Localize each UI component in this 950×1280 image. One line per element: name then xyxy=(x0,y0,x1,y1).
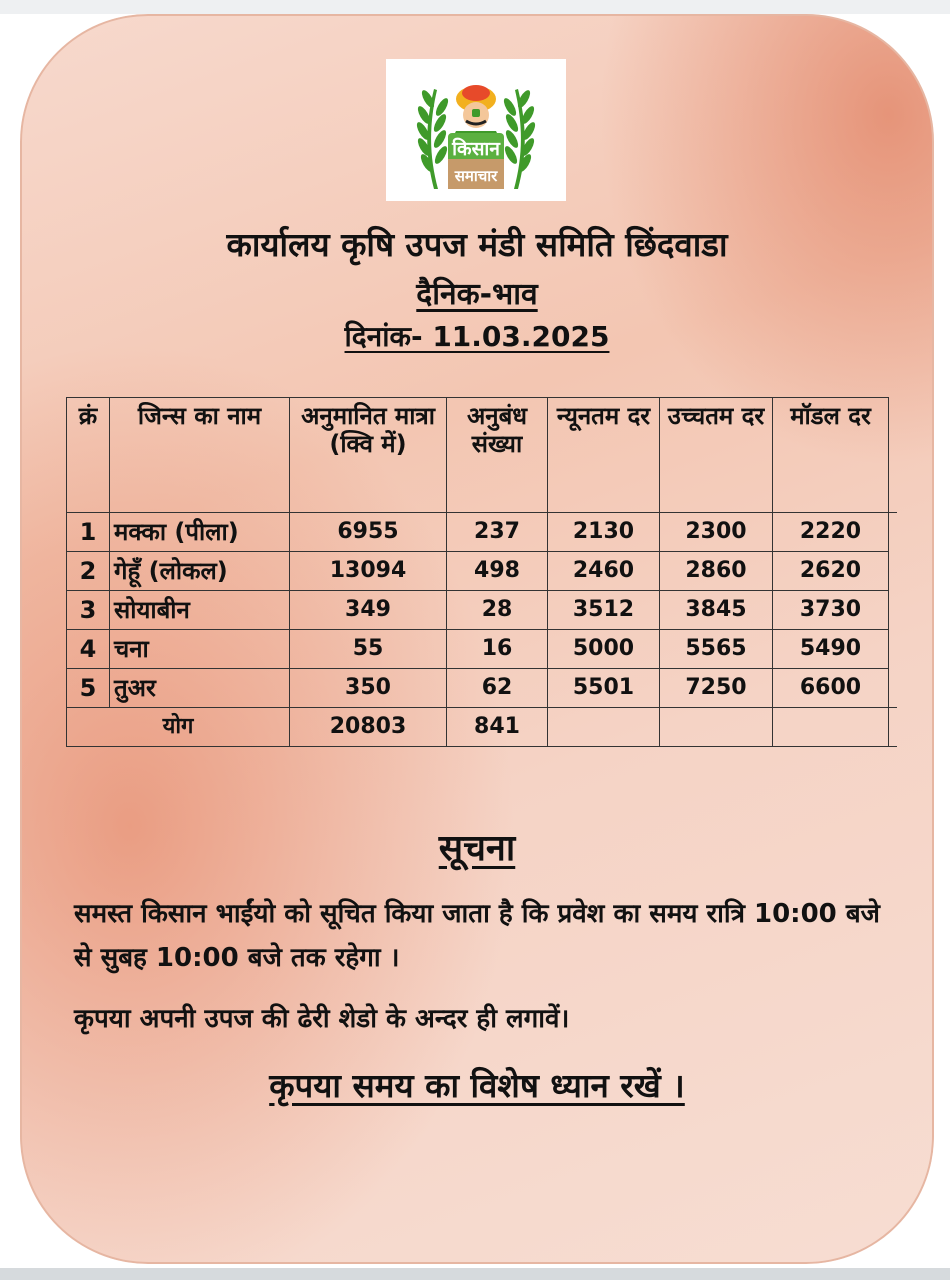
cell-sr: 5 xyxy=(67,669,110,708)
cell-contracts: 237 xyxy=(447,513,548,552)
cell-name: गेहूँ (लोकल) xyxy=(110,552,290,591)
total-min-empty xyxy=(548,708,660,747)
notice-closing-text: कृपया समय का विशेष ध्यान रखें । xyxy=(269,1066,685,1105)
header-min-rate: न्यूनतम दर xyxy=(548,398,660,513)
cell-quantity: 349 xyxy=(290,591,447,630)
total-contracts: 841 xyxy=(447,708,548,747)
table-row xyxy=(67,669,897,708)
table-total-row xyxy=(67,708,897,747)
cell-quantity: 6955 xyxy=(290,513,447,552)
cell-min-rate: 5501 xyxy=(548,669,660,708)
header-sr: क्रं xyxy=(67,398,110,513)
total-label: योग xyxy=(67,708,290,747)
cell-contracts: 28 xyxy=(447,591,548,630)
cell-sr: 3 xyxy=(67,591,110,630)
bottom-bar xyxy=(0,1268,950,1280)
date-text: दिनांक- 11.03.2025 xyxy=(344,320,610,353)
date-line xyxy=(20,317,934,355)
cell-quantity: 350 xyxy=(290,669,447,708)
cell-max-rate: 5565 xyxy=(660,630,773,669)
cell-name: सोयाबीन xyxy=(110,591,290,630)
table-row xyxy=(67,591,897,630)
cell-modal-rate: 6600 xyxy=(773,669,889,708)
office-title: कार्यालय कृषि उपज मंडी समिति छिंदवाडा xyxy=(226,225,728,264)
row-spacer xyxy=(889,552,897,591)
cell-max-rate: 2300 xyxy=(660,513,773,552)
cell-max-rate: 7250 xyxy=(660,669,773,708)
header-max-rate: उच्चतम दर xyxy=(660,398,773,513)
daily-rate-text: दैनिक-भाव xyxy=(416,277,538,312)
total-spacer xyxy=(889,708,897,747)
cell-modal-rate: 5490 xyxy=(773,630,889,669)
logo-text-samachar: समाचार xyxy=(454,167,498,185)
top-bar xyxy=(0,0,950,14)
cell-modal-rate: 2220 xyxy=(773,513,889,552)
row-spacer xyxy=(889,630,897,669)
cell-name: मक्का (पीला) xyxy=(110,513,290,552)
row-spacer xyxy=(889,513,897,552)
table-row xyxy=(67,630,897,669)
cell-sr: 2 xyxy=(67,552,110,591)
header-quantity: अनुमानित मात्रा (क्वि में) xyxy=(290,398,447,513)
table-header-row xyxy=(67,398,897,513)
daily-rate-title xyxy=(20,272,934,313)
cell-min-rate: 3512 xyxy=(548,591,660,630)
table-row xyxy=(67,513,897,552)
notice-entry-time: समस्त किसान भाईंयो को सूचित किया जाता है कि प्रवेश का समय रात्रि 10:00 बजे से सुबह 10:00 बजे तक रहेगा । xyxy=(74,899,880,973)
cell-min-rate: 2460 xyxy=(548,552,660,591)
notice-heading xyxy=(20,822,934,871)
total-quantity: 20803 xyxy=(290,708,447,747)
cell-quantity: 13094 xyxy=(290,552,447,591)
cell-contracts: 62 xyxy=(447,669,548,708)
cell-quantity: 55 xyxy=(290,630,447,669)
cell-name: तुअर xyxy=(110,669,290,708)
cell-max-rate: 3845 xyxy=(660,591,773,630)
notice-shed-instruction: कृपया अपनी उपज की ढेरी शेडो के अन्दर ही लगावें। xyxy=(74,1004,570,1034)
cell-sr: 4 xyxy=(67,630,110,669)
kisan-samachar-logo xyxy=(386,59,566,201)
notice-heading-text: सूचना xyxy=(438,828,516,869)
notice-closing xyxy=(20,1062,934,1107)
cell-min-rate: 5000 xyxy=(548,630,660,669)
cell-name: चना xyxy=(110,630,290,669)
total-max-empty xyxy=(660,708,773,747)
total-modal-empty xyxy=(773,708,889,747)
row-spacer xyxy=(889,669,897,708)
cell-modal-rate: 2620 xyxy=(773,552,889,591)
header-contracts: अनुबंध संख्या xyxy=(447,398,548,513)
header-spacer xyxy=(889,398,897,513)
header-name: जिन्स का नाम xyxy=(110,398,290,513)
cell-sr: 1 xyxy=(67,513,110,552)
cell-min-rate: 2130 xyxy=(548,513,660,552)
cell-max-rate: 2860 xyxy=(660,552,773,591)
notice-card xyxy=(20,14,934,1264)
table-row xyxy=(67,552,897,591)
logo-text-kisan: किसान xyxy=(452,138,500,160)
cell-contracts: 16 xyxy=(447,630,548,669)
price-table xyxy=(66,397,897,747)
cell-modal-rate: 3730 xyxy=(773,591,889,630)
header-modal-rate: मॉडल दर xyxy=(773,398,889,513)
cell-contracts: 498 xyxy=(447,552,548,591)
row-spacer xyxy=(889,591,897,630)
